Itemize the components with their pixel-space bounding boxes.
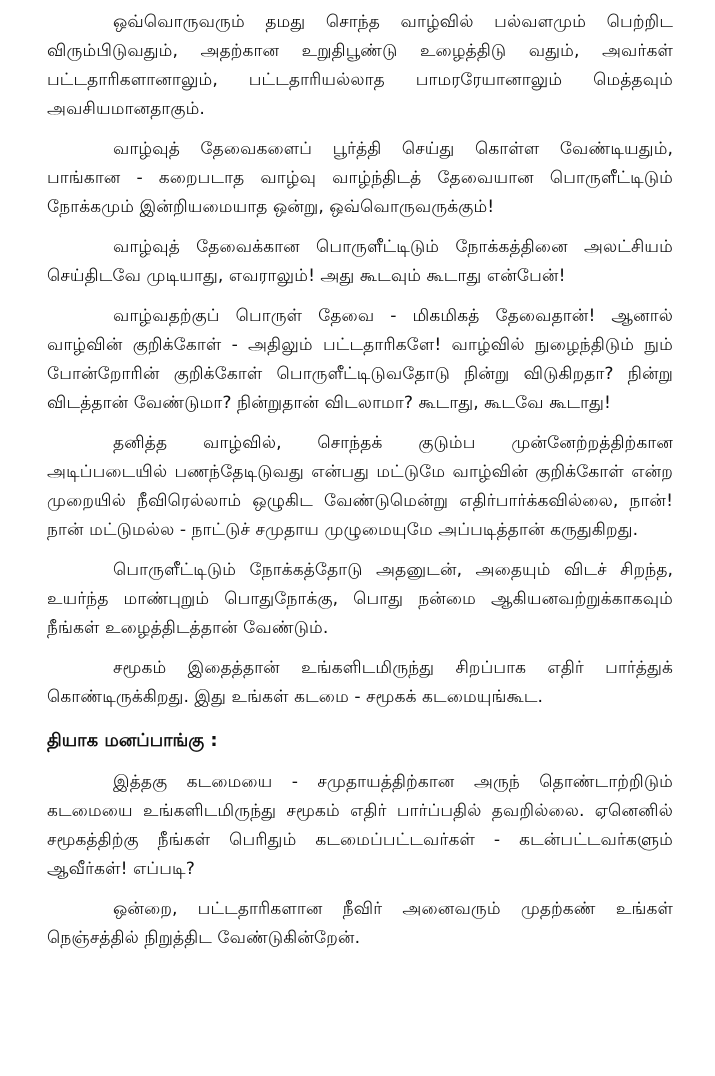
paragraph: பொருளீட்டிடும் நோக்கத்தோடு அதனுடன், அதையும் விடச் சிறந்த, உயர்ந்த மாண்புறும் பொதுநோக்கு, பொது நன்மை ஆகியனவற்றுக்காகவும் நீங்கள் உழைத்திடத்தான் வேண்டும். (47, 560, 673, 638)
paragraph: இத்தகு கடமையை - சமுதாயத்திற்கான அருந் தொண்டாற்றிடும் கடமையை உங்களிடமிருந்து சமூகம் எதிர் பார்ப்பதில் தவறில்லை. ஏனெனில் சமூகத்திற்கு நீங்கள் பெரிதும் கடமைப்பட்டவர்கள் - கடன்பட்டவர்களும் ஆவீர்கள்! எப்படி? (47, 772, 673, 879)
paragraph: சமூகம் இதைத்தான் உங்களிடமிருந்து சிறப்பாக எதிர் பார்த்துக் கொண்டிருக்கிறது. இது உங்கள் கடமை - சமூகக் கடமையுங்கூட. (47, 658, 673, 707)
paragraph: வாழ்வுத் தேவைகளைப் பூர்த்தி செய்து கொள்ள வேண்டியதும், பாங்கான - கறைபடாத வாழ்வு வாழ்ந்திடத் தேவையான பொருளீட்டிடும் நோக்கமும் இன்றியமையாத ஒன்று, ஒவ்வொருவருக்கும்! (47, 139, 673, 217)
paragraph: வாழ்வதற்குப் பொருள் தேவை - மிகமிகத் தேவைதான்! ஆனால் வாழ்வின் குறிக்கோள் - அதிலும் பட்டதாரிகளே! வாழ்வில் நுழைந்திடும் நும் போன்றோரின் குறிக்கோள் பொருளீட்டிடுவதோடு நின்று விடுகிறதா? நின்று விடத்தான் வேண்டுமா? நின்றுதான் விடலாமா? கூடாது, கூடவே கூடாது! (47, 306, 673, 413)
paragraph: வாழ்வுத் தேவைக்கான பொருளீட்டிடும் நோக்கத்தினை அலட்சியம் செய்திடவே முடியாது, எவராலும்! அது கூடவும் கூடாது என்பேன்! (47, 237, 673, 286)
document-page (47, 2, 673, 964)
paragraph: ஒவ்வொருவரும் தமது சொந்த வாழ்வில் பல்வளமும் பெற்றிட விரும்பிடுவதும், அதற்கான உறுதிபூண்டு உழைத்திடு வதும், அவர்கள் பட்டதாரிகளானாலும், பட்டதாரியல்லாத பாமரரேயானாலும் மெத்தவும் அவசியமானதாகும். (47, 12, 673, 119)
section-heading: தியாக மனப்பாங்கு : (47, 730, 218, 751)
paragraph: தனித்த வாழ்வில், சொந்தக் குடும்ப முன்னேற்றத்திற்கான அடிப்படையில் பணந்தேடிடுவது என்பது மட்டுமே வாழ்வின் குறிக்கோள் என்ற முறையில் நீவிரெல்லாம் ஒழுகிட வேண்டுமென்று எதிர்பார்க்கவில்லை, நான்! நான் மட்டுமல்ல - நாட்டுச் சமுதாய முழுமையுமே அப்படித்தான் கருதுகிறது. (47, 433, 673, 540)
paragraph: ஒன்றை, பட்டதாரிகளான நீவிர் அனைவரும் முதற்கண் உங்கள் நெஞ்சத்தில் நிறுத்திட வேண்டுகின்றேன். (47, 899, 673, 948)
